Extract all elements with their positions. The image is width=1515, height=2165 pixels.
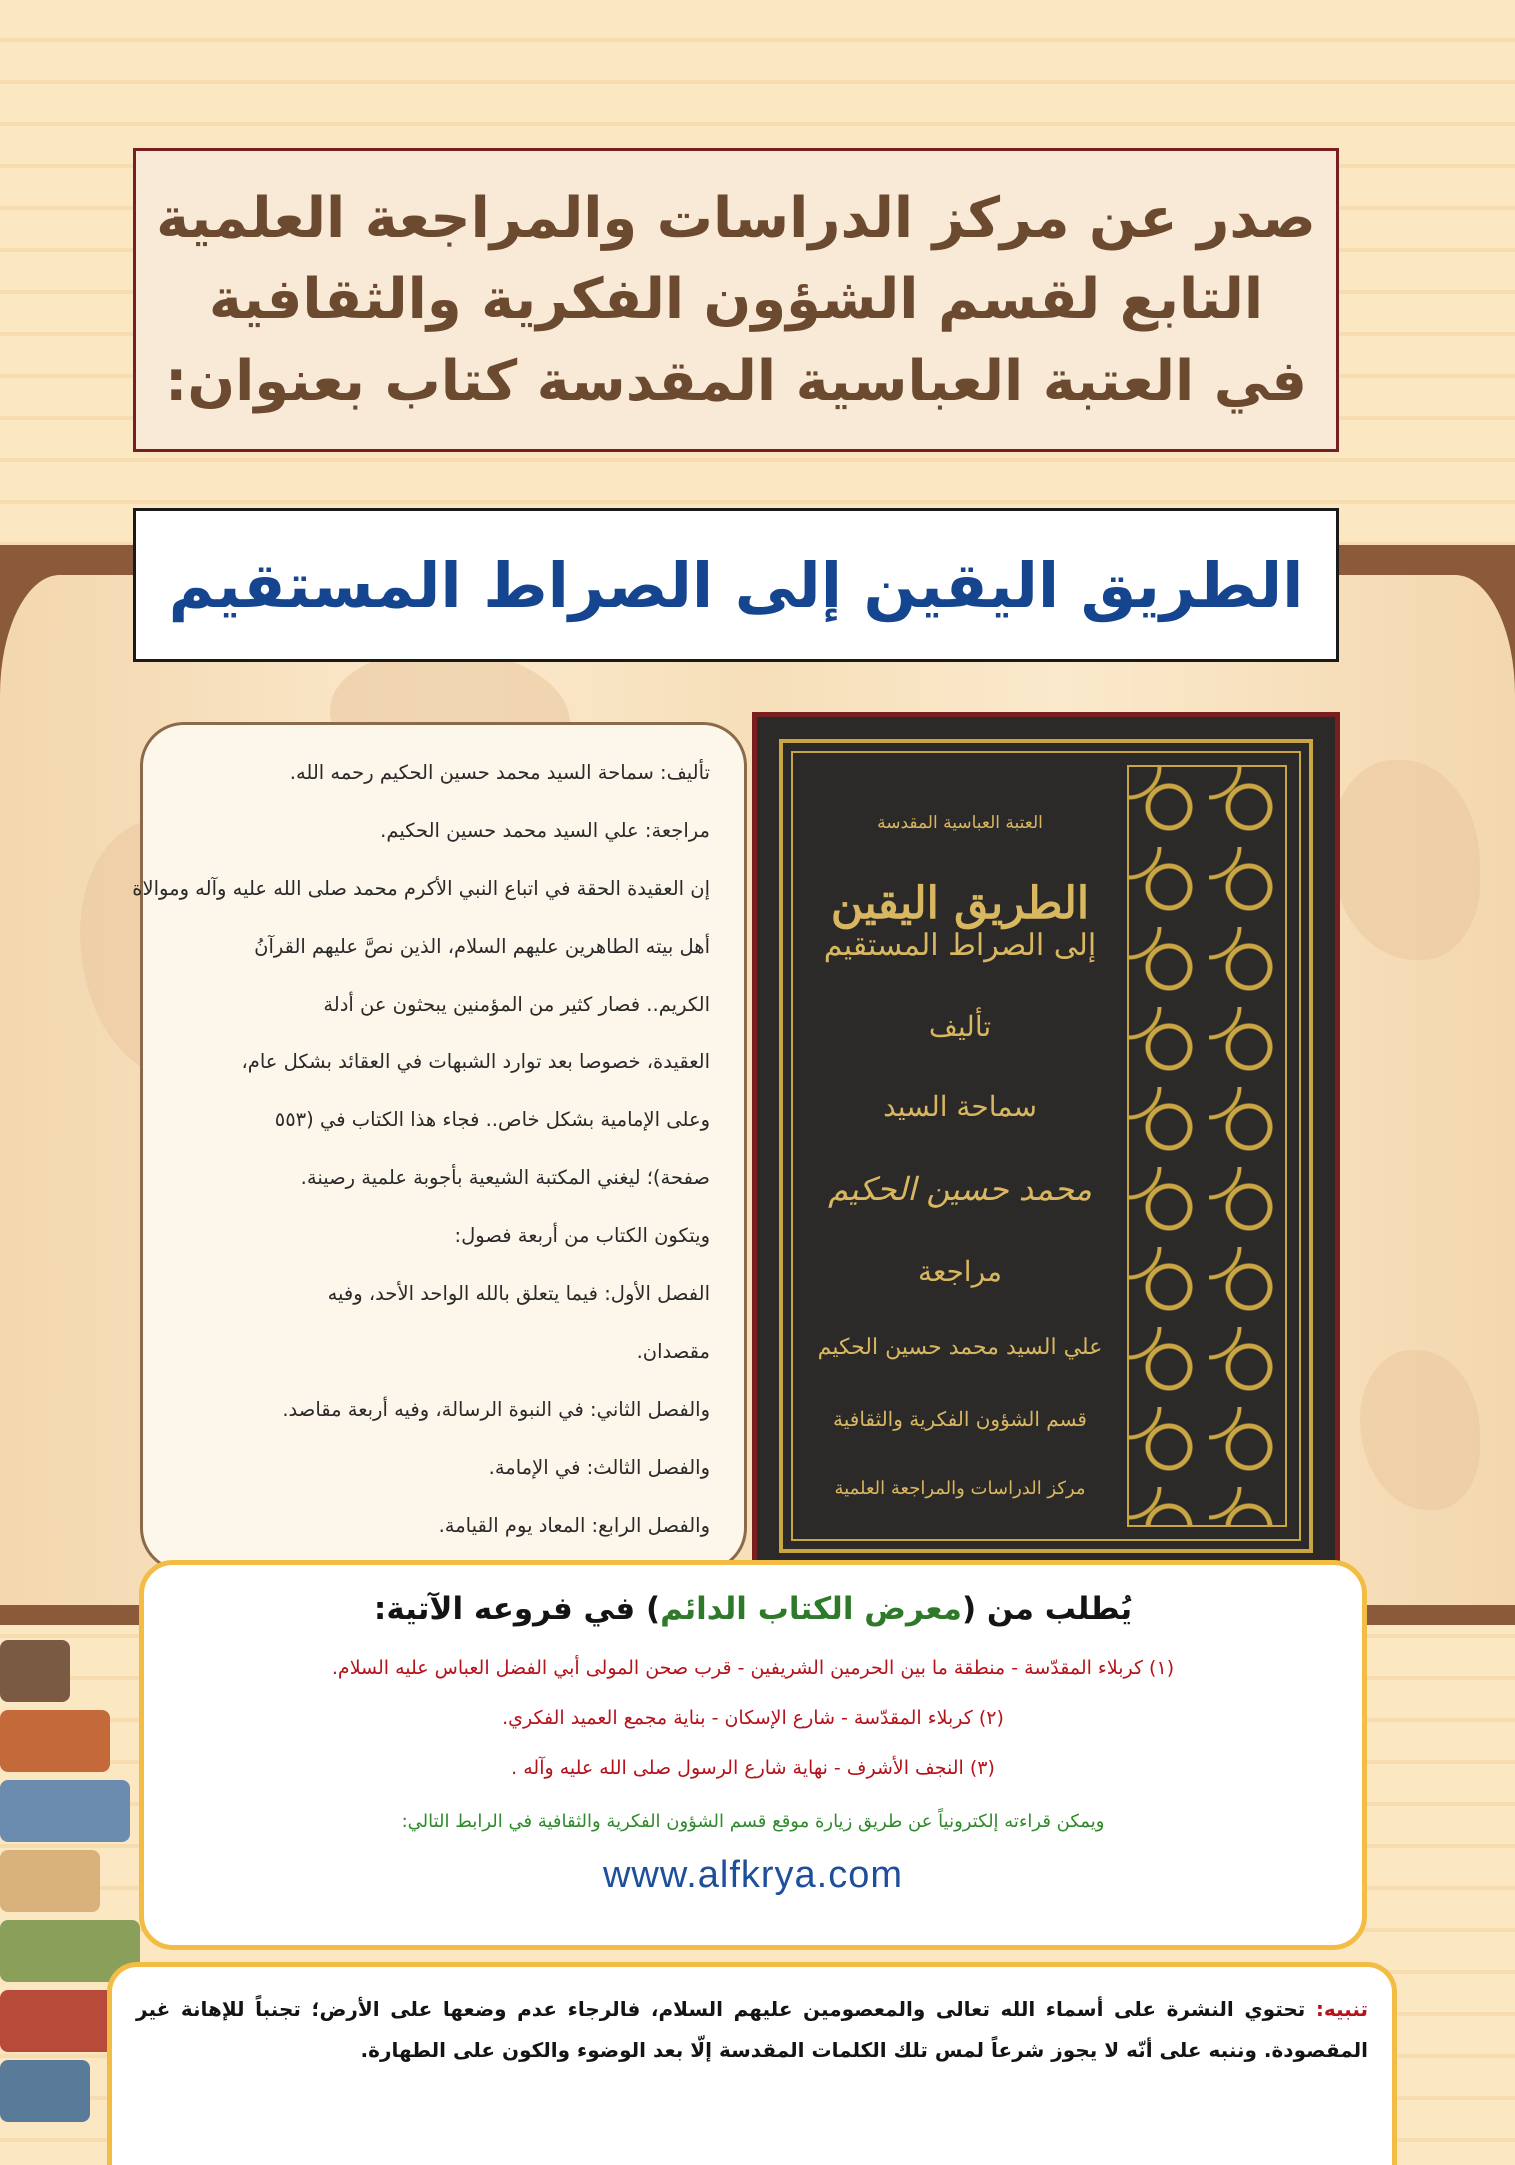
cover-author-title: سماحة السيد (883, 1090, 1037, 1124)
description-line: إن العقيدة الحقة في اتباع النبي الأكرم محمد صلى الله عليه وآله وموالاة (132, 876, 710, 900)
notice-text (136, 1989, 1368, 2071)
cover-text-block (805, 813, 1115, 1499)
branch-item: (٢) كربلاء المقدّسة - شارع الإسكان - بناية مجمع العميد الفكري. (502, 1707, 1004, 1729)
notice-body: تحتوي النشرة على أسماء الله تعالى والمعصومين عليهم السلام، فالرجاء عدم وضعها على الأرض؛ تجنباً للإهانة غير المقصودة. وننبه على أنّه لا يجوز شرعاً لمس تلك الكلمات المقدسة إلّا بعد الوضوء والكون على الطهارة. (136, 1997, 1368, 2062)
description-line: أهل بيته الطاهرين عليهم السلام، الذين نصَّ عليهم القرآنُ (254, 934, 710, 958)
cover-dept: قسم الشؤون الفكرية والثقافية (833, 1406, 1087, 1431)
header-line-1: صدر عن مركز الدراسات والمراجعة العلمية (156, 186, 1316, 252)
cover-top-label: العتبة العباسية المقدسة (877, 813, 1043, 833)
website-link[interactable]: www.alfkrya.com (602, 1854, 904, 1896)
description-line: والفصل الثالث: في الإمامة. (488, 1455, 710, 1479)
branch-item: (١) كربلاء المقدّسة - منطقة ما بين الحرمين الشريفين - قرب صحن المولى أبي الفضل العباس عليه السلام. (331, 1657, 1175, 1679)
cover-review-label: مراجعة (917, 1255, 1003, 1289)
notice-box (107, 1962, 1397, 2165)
cover-by: تأليف (928, 1010, 992, 1044)
book-cover-image (752, 712, 1340, 1580)
order-title-exhibition: معرض الكتاب الدائم (660, 1591, 962, 1627)
cover-reviewer: علي السيد محمد حسين الحكيم (817, 1335, 1103, 1361)
header-line-2: التابع لقسم الشؤون الفكرية والثقافية (208, 267, 1264, 333)
cover-title: الطريق اليقين (830, 877, 1090, 929)
cover-center: مركز الدراسات والمراجعة العلمية (834, 1477, 1086, 1499)
description-line: تأليف: سماحة السيد محمد حسين الحكيم رحمه الله. (289, 761, 710, 784)
description-line: الكريم.. فصار كثير من المؤمنين يبحثون عن أدلة (323, 992, 710, 1016)
order-info-box (139, 1560, 1367, 1950)
book-title-box (133, 508, 1339, 662)
online-reading-note: ويمكن قراءته إلكترونياً عن طريق زيارة موقع قسم الشؤون الفكرية والثقافية في الرابط التالي: (401, 1811, 1105, 1832)
description-line: مراجعة: علي السيد محمد حسين الحكيم. (380, 818, 710, 842)
cover-subtitle: إلى الصراط المستقيم (823, 928, 1097, 964)
description-line: وعلى الإمامية بشكل خاص.. فجاء هذا الكتاب في (٥٥٣ (274, 1108, 710, 1132)
book-description (132, 722, 747, 1572)
cover-inner-frame (791, 751, 1301, 1541)
publisher-header (133, 148, 1339, 452)
description-line: صفحة)؛ ليغني المكتبة الشيعية بأجوبة علمية رصينة. (300, 1166, 710, 1190)
cover-title-group (823, 877, 1097, 964)
cover-author: محمد حسين الحكيم (828, 1170, 1092, 1209)
cover-ornament-strip (1127, 765, 1287, 1527)
notice-label: تنبيه: (1315, 1997, 1368, 2021)
description-line: مقصدان. (636, 1339, 710, 1363)
order-title-suffix: ) في فروعه الآتية: (373, 1591, 661, 1627)
description-line: ويتكون الكتاب من أربعة فصول: (454, 1224, 710, 1248)
order-title-prefix: يُطلب من ( (961, 1591, 1133, 1627)
header-line-3: في العتبة العباسية المقدسة كتاب بعنوان: (164, 348, 1308, 414)
description-line: العقيدة، خصوصا بعد توارد الشبهات في العقائد بشكل عام، (241, 1050, 710, 1074)
description-line: والفصل الثاني: في النبوة الرسالة، وفيه أربعة مقاصد. (282, 1397, 710, 1421)
branch-item: (٣) النجف الأشرف - نهاية شارع الرسول صلى الله عليه وآله . (511, 1757, 995, 1779)
order-title (374, 1591, 1132, 1627)
cover-gold-frame (779, 739, 1313, 1553)
description-line: والفصل الرابع: المعاد يوم القيامة. (438, 1513, 710, 1537)
book-title: الطريق اليقين إلى الصراط المستقيم (168, 548, 1304, 622)
description-line: الفصل الأول: فيما يتعلق بالله الواحد الأحد، وفيه (327, 1282, 710, 1306)
